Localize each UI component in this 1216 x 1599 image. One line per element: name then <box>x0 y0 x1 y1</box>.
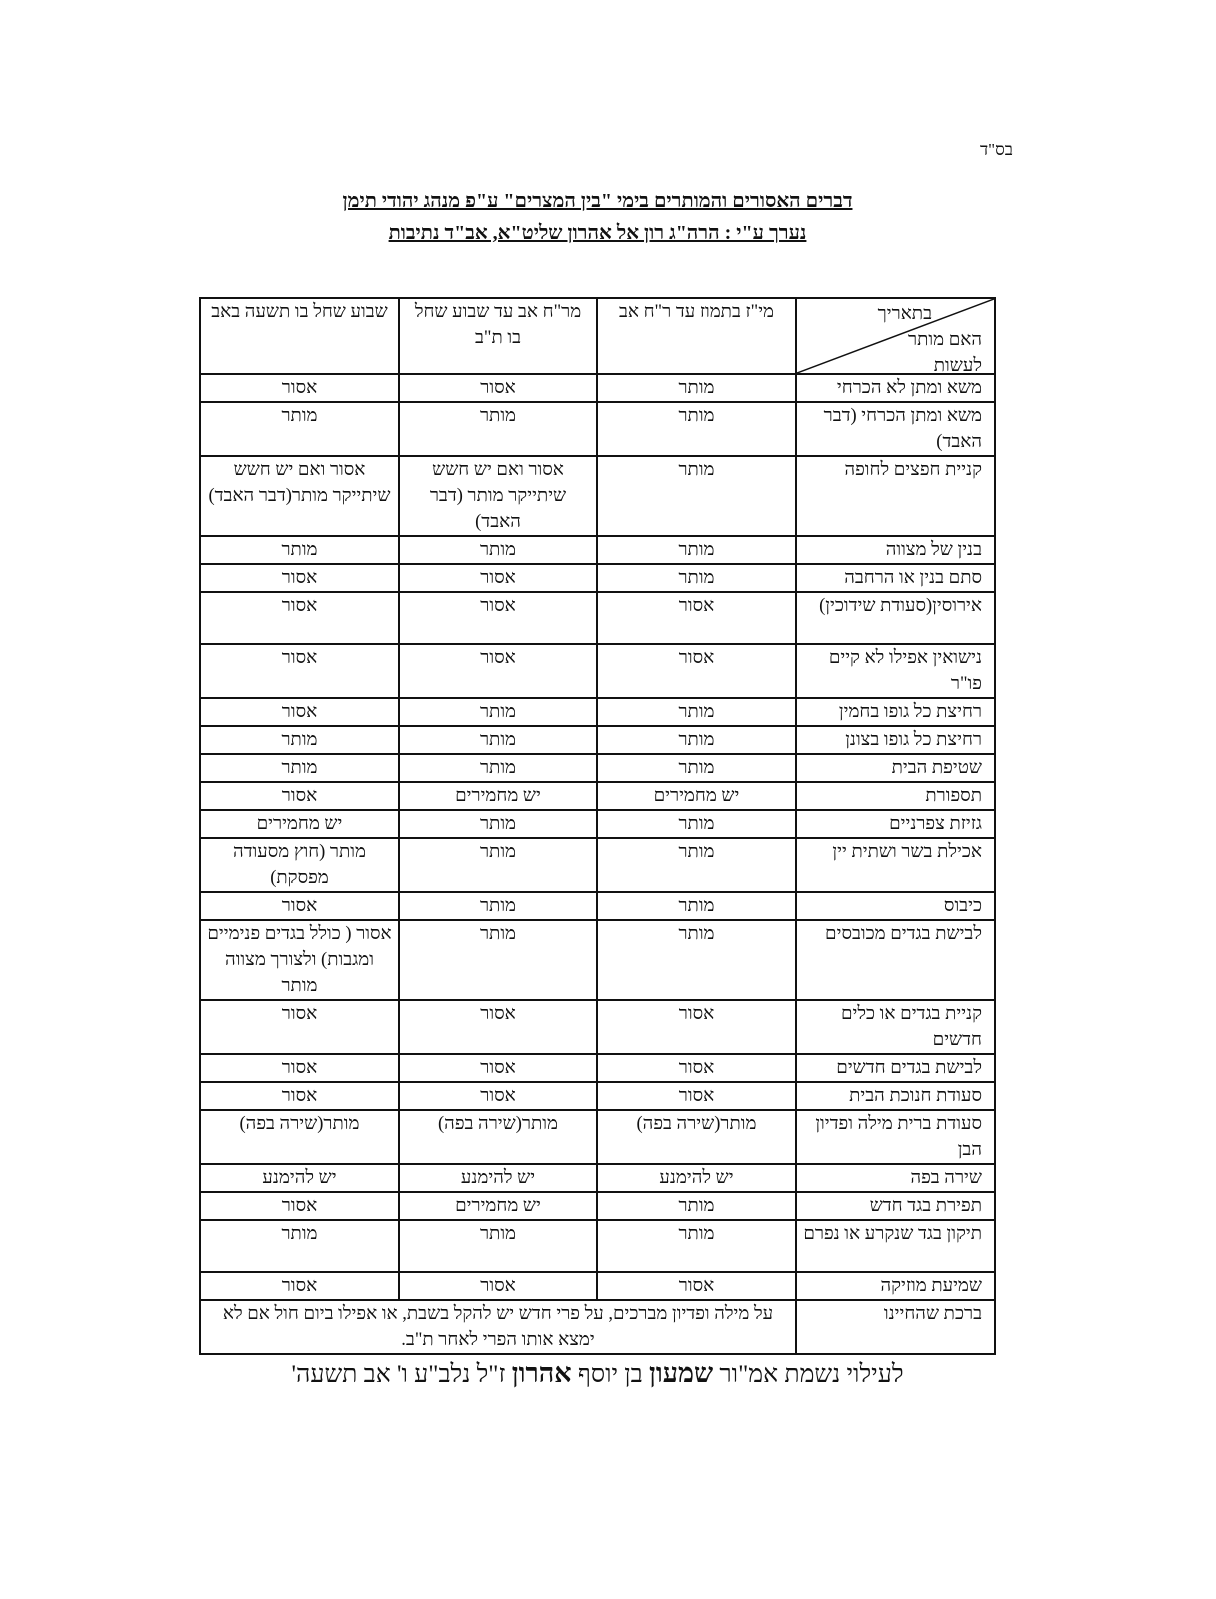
corner-top-label: בתאריך <box>877 304 932 324</box>
corner-bottom-label: האם מותר לעשות <box>908 330 982 376</box>
activity-cell: בנין של מצווה <box>796 536 995 564</box>
ruling-cell: אסור <box>399 644 597 698</box>
activity-cell: לבישת בגדים מכובסים <box>796 920 995 1000</box>
activity-cell: תיקון בגד שנקרע או נפרם <box>796 1220 995 1272</box>
ruling-cell: מותר <box>399 698 597 726</box>
memorial-name: שמעון <box>648 1358 714 1388</box>
table-row <box>200 1192 995 1220</box>
ruling-cell: אסור <box>597 1272 796 1300</box>
table-row <box>200 564 995 592</box>
ruling-cell: אסור <box>200 1000 399 1054</box>
ruling-cell: יש להימנע <box>597 1164 796 1192</box>
ruling-cell: מותר <box>200 726 399 754</box>
ruling-cell: אסור <box>597 644 796 698</box>
bsd-header: בס"ד <box>980 140 1013 159</box>
ruling-cell: אסור <box>200 1054 399 1082</box>
memorial-text: ז"ל נלב"ע ו' אב תשעה' <box>291 1361 512 1388</box>
ruling-cell: אסור <box>200 1192 399 1220</box>
table-row <box>200 698 995 726</box>
ruling-cell: מותר <box>399 536 597 564</box>
activity-cell: לבישת בגדים חדשים <box>796 1054 995 1082</box>
table-row <box>200 838 995 892</box>
ruling-cell: אסור ( כולל בגדים פנימיים ומגבות) ולצורך מצווה מותר <box>200 920 399 1000</box>
ruling-cell: אסור <box>399 1082 597 1110</box>
ruling-cell: אסור <box>399 1272 597 1300</box>
document-title: דברים האסורים והמותרים בימי "בין המצרים" ע"פ מנהג יהודי תימן <box>342 190 853 212</box>
activity-cell: שטיפת הבית <box>796 754 995 782</box>
ruling-cell: אסור <box>200 892 399 920</box>
ruling-cell: מותר <box>399 810 597 838</box>
ruling-cell: אסור <box>597 1000 796 1054</box>
ruling-cell: אסור <box>200 698 399 726</box>
ruling-cell: מותר <box>597 698 796 726</box>
activity-cell: אירוסין(סעודת שידוכין) <box>796 592 995 644</box>
activity-cell: סעודת חנוכת הבית <box>796 1082 995 1110</box>
document-subtitle: נערך ע"י : הרה"ג רון אל אהרון שליט"א, אב"ד נתיבות <box>388 222 807 244</box>
ruling-cell: אסור ואם יש חשש שיתייקר מותר (דבר האבד) <box>399 456 597 536</box>
ruling-cell: מותר(שירה בפה) <box>200 1110 399 1164</box>
ruling-cell: מותר <box>399 838 597 892</box>
table-row <box>200 1054 995 1082</box>
ruling-cell: מותר <box>399 892 597 920</box>
ruling-cell: אסור <box>200 782 399 810</box>
ruling-cell: מותר <box>200 754 399 782</box>
note-cell: על מילה ופדיון מברכים, על פרי חדש יש להקל בשבת, או אפילו ביום חול אם לא ימצא אותו הפרי לאחר ת"ב. <box>200 1300 796 1354</box>
ruling-cell: אסור <box>597 1054 796 1082</box>
memorial-line <box>200 1358 995 1389</box>
ruling-cell: מותר <box>399 754 597 782</box>
ruling-cell: מותר <box>399 920 597 1000</box>
activity-cell: שמיעת מוזיקה <box>796 1272 995 1300</box>
ruling-cell: אסור <box>399 564 597 592</box>
table-row <box>200 1082 995 1110</box>
corner-header-cell <box>796 298 995 374</box>
ruling-cell: מותר <box>597 374 796 402</box>
memorial-text: לעילוי נשמת אמ"ור <box>713 1361 904 1388</box>
ruling-cell: מותר <box>597 1192 796 1220</box>
ruling-cell: מותר <box>399 726 597 754</box>
activity-cell: משא ומתן הכרחי (דבר האבד) <box>796 402 995 456</box>
ruling-cell: מותר(שירה בפה) <box>399 1110 597 1164</box>
activity-cell: רחיצת כל גופו בצונן <box>796 726 995 754</box>
ruling-cell: אסור <box>200 1082 399 1110</box>
ruling-cell: מותר <box>200 1220 399 1272</box>
table-row <box>200 1000 995 1054</box>
ruling-cell: מותר <box>597 726 796 754</box>
activity-cell: שירה בפה <box>796 1164 995 1192</box>
ruling-cell: מותר <box>399 402 597 456</box>
ruling-cell: מותר <box>597 754 796 782</box>
activity-cell: רחיצת כל גופו בחמין <box>796 698 995 726</box>
table-row <box>200 536 995 564</box>
ruling-cell: יש להימנע <box>200 1164 399 1192</box>
ruling-cell: אסור <box>597 1082 796 1110</box>
ruling-cell: מותר <box>597 1220 796 1272</box>
table-row <box>200 592 995 644</box>
ruling-cell: מותר <box>399 1220 597 1272</box>
ruling-cell: מותר(שירה בפה) <box>597 1110 796 1164</box>
column-header: שבוע שחל בו תשעה באב <box>200 298 399 374</box>
ruling-cell: אסור ואם יש חשש שיתייקר מותר(דבר האבד) <box>200 456 399 536</box>
table-row <box>200 1164 995 1192</box>
table-row <box>200 1272 995 1300</box>
ruling-cell: אסור <box>399 1054 597 1082</box>
ruling-cell: אסור <box>200 592 399 644</box>
ruling-cell: יש להימנע <box>399 1164 597 1192</box>
ruling-cell: יש מחמירים <box>597 782 796 810</box>
ruling-cell: מותר <box>597 892 796 920</box>
activity-cell: כיבוס <box>796 892 995 920</box>
activity-cell: גזיזת צפרניים <box>796 810 995 838</box>
ruling-cell: יש מחמירים <box>399 782 597 810</box>
column-header: מי"ז בתמוז עד ר"ח אב <box>597 298 796 374</box>
ruling-cell: אסור <box>200 564 399 592</box>
table-row <box>200 644 995 698</box>
rules-table <box>199 297 996 1355</box>
table-row <box>200 1110 995 1164</box>
ruling-cell: מותר <box>597 402 796 456</box>
ruling-cell: אסור <box>200 1272 399 1300</box>
activity-cell: ברכת שהחיינו <box>796 1300 995 1354</box>
ruling-cell: מותר <box>597 838 796 892</box>
column-header: מר"ח אב עד שבוע שחל בו ת"ב <box>399 298 597 374</box>
activity-cell: משא ומתן לא הכרחי <box>796 374 995 402</box>
table-row <box>200 782 995 810</box>
table-row <box>200 402 995 456</box>
memorial-name: אהרון <box>511 1358 572 1388</box>
table-row <box>200 810 995 838</box>
ruling-cell: מותר <box>597 920 796 1000</box>
activity-cell: קניית בגדים או כלים חדשים <box>796 1000 995 1054</box>
ruling-cell: מותר <box>597 456 796 536</box>
ruling-cell: יש מחמירים <box>399 1192 597 1220</box>
table-row <box>200 920 995 1000</box>
activity-cell: תספורת <box>796 782 995 810</box>
activity-cell: תפירת בגד חדש <box>796 1192 995 1220</box>
memorial-text: בן יוסף <box>571 1361 649 1388</box>
table-row <box>200 754 995 782</box>
table-row <box>200 726 995 754</box>
ruling-cell: מותר <box>597 810 796 838</box>
table-row <box>200 1300 995 1354</box>
ruling-cell: מותר <box>200 536 399 564</box>
table-row <box>200 456 995 536</box>
activity-cell: נישואין אפילו לא קיים פו"ר <box>796 644 995 698</box>
ruling-cell: אסור <box>200 644 399 698</box>
ruling-cell: מותר <box>200 402 399 456</box>
ruling-cell: אסור <box>399 1000 597 1054</box>
ruling-cell: אסור <box>597 592 796 644</box>
ruling-cell: מותר (חוץ מסעודה מפסקת) <box>200 838 399 892</box>
activity-cell: קניית חפצים לחופה <box>796 456 995 536</box>
ruling-cell: אסור <box>399 374 597 402</box>
ruling-cell: אסור <box>200 374 399 402</box>
activity-cell: סתם בנין או הרחבה <box>796 564 995 592</box>
ruling-cell: יש מחמירים <box>200 810 399 838</box>
table-row <box>200 1220 995 1272</box>
ruling-cell: מותר <box>597 564 796 592</box>
activity-cell: סעודת ברית מילה ופדיון הבן <box>796 1110 995 1164</box>
activity-cell: אכילת בשר ושתית יין <box>796 838 995 892</box>
table-header-row <box>200 298 995 374</box>
ruling-cell: מותר <box>597 536 796 564</box>
ruling-cell: אסור <box>399 592 597 644</box>
table-row <box>200 892 995 920</box>
